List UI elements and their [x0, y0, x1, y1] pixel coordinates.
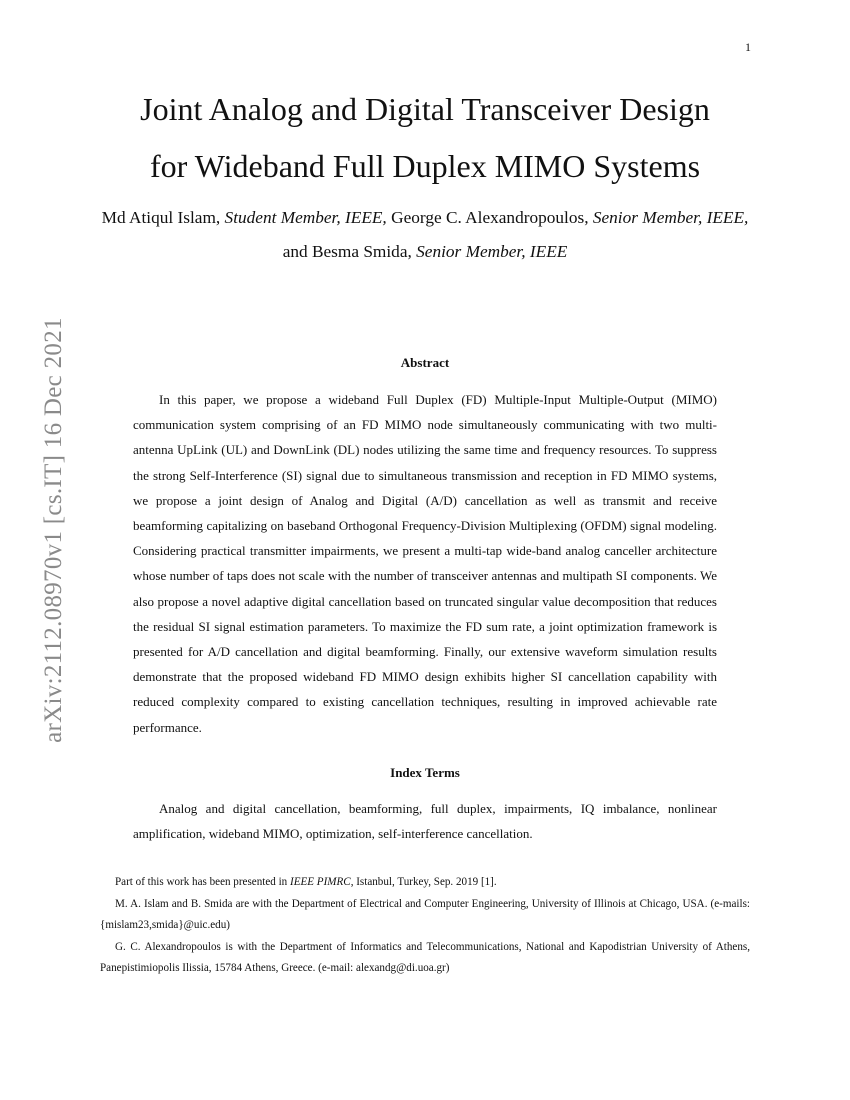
index-terms-heading: Index Terms: [390, 765, 460, 780]
footnotes: [100, 872, 750, 980]
author-3-role: Senior Member, IEEE: [416, 242, 568, 261]
footnote-affiliation-uic: M. A. Islam and B. Smida are with the Department of Electrical and Computer Engineering, University of Illinois at Chicago, USA. (e-mails: {mislam23,smida}@uic.edu): [100, 897, 750, 932]
index-terms-text: Analog and digital cancellation, beamforming, full duplex, impairments, IQ imbalance, nonlinear amplification, wideband MIMO, optimization, self-interference cancellation.: [133, 801, 717, 842]
footnote-venue: IEEE PIMRC: [290, 876, 351, 888]
footnote-presentation: [100, 872, 750, 894]
abstract-text: In this paper, we propose a wideband Full Duplex (FD) Multiple-Input Multiple-Output (MIMO) communication system comprising of an FD MIMO node simultaneously communicating with two multi-antenna UpLink (UL) and DownLink (DL) nodes utilizing the same time and frequency resources. To suppress the strong Self-Interference (SI) signal due to simultaneous transmission and reception in FD MIMO systems, we propose a joint design of Analog and Digital (A/D) cancellation as well as transmit and receive beamforming capitalizing on baseband Orthogonal Frequency-Division Multiplexing (OFDM) signal modeling. Considering practical transmitter impairments, we present a multi-tap wide-band analog canceller architecture whose number of taps does not scale with the number of transceiver antennas and multipath SI components. We also propose a novel adaptive digital cancellation based on truncated singular value decomposition that reduces the residual SI signal estimation parameters. To maximize the FD sum rate, a joint optimization framework is presented for A/D cancellation and digital beamforming. Finally, our extensive waveform simulation results demonstrate that the proposed wideband FD MIMO design exhibits higher SI cancellation capability with reduced complexity compared to existing cancellation techniques, resulting in improved achievable rate performance.: [133, 392, 717, 735]
author-list: [100, 201, 750, 269]
arxiv-identifier: arXiv:2112.08970v1 [cs.IT] 16 Dec 2021: [40, 317, 67, 743]
author-2-role: Senior Member, IEEE,: [592, 208, 749, 227]
author-1-name: Md Atiqul Islam,: [101, 208, 221, 227]
footnote-presentation-pre: Part of this work has been presented in: [115, 876, 288, 888]
author-and: and: [282, 242, 308, 261]
author-3-name: Besma Smida,: [311, 242, 412, 261]
author-2-name: George C. Alexandropoulos,: [391, 208, 589, 227]
author-1-role: Student Member, IEEE,: [224, 208, 387, 227]
page-number: 1: [745, 40, 751, 54]
footnote-affiliation-uoa: G. C. Alexandropoulos is with the Department of Informatics and Telecommunications, National and Kapodistrian University of Athens, Panepistimiopolis Ilissia, 15784 Athens, Greece. (e-mail: alexandg@di.uoa.gr): [100, 940, 750, 975]
paper-title: [0, 81, 850, 195]
abstract-heading: Abstract: [400, 355, 450, 370]
title-line-2: for Wideband Full Duplex MIMO Systems: [149, 148, 701, 184]
footnote-presentation-post: , Istanbul, Turkey, Sep. 2019 [1].: [350, 876, 497, 888]
title-line-1: Joint Analog and Digital Transceiver Design: [140, 91, 710, 127]
